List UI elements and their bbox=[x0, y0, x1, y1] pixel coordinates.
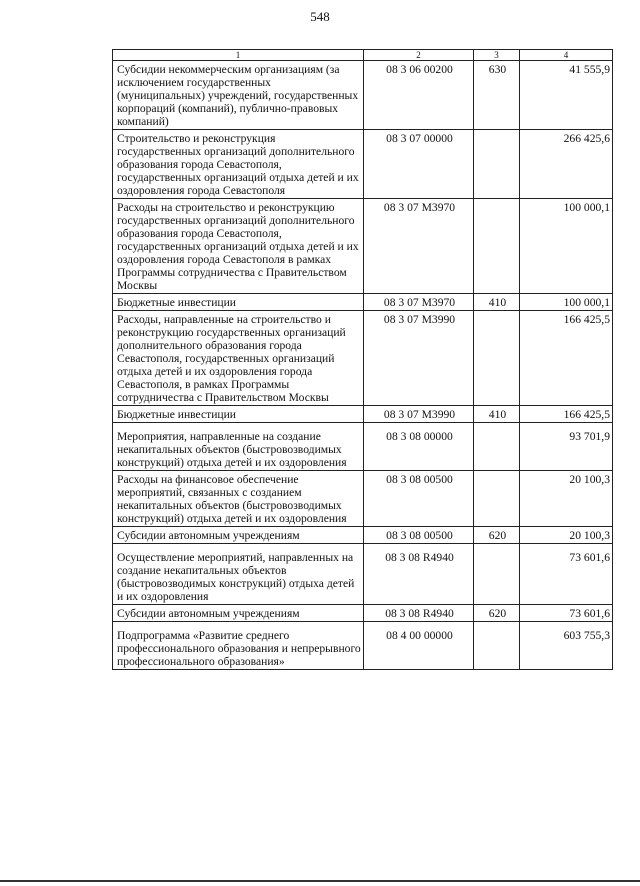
table-row bbox=[113, 622, 613, 670]
row-expense-type bbox=[474, 199, 520, 294]
row-amount: 20 100,3 bbox=[520, 527, 613, 544]
table-row bbox=[113, 406, 613, 423]
row-code: 08 3 07 М3970 bbox=[364, 294, 474, 311]
row-name: Осуществление мероприятий, направленных на создание некапитальных объектов (быстровозводимых конструкций) отдыха детей и их оздоровления bbox=[113, 544, 364, 605]
row-expense-type: 410 bbox=[474, 294, 520, 311]
row-name: Бюджетные инвестиции bbox=[113, 294, 364, 311]
row-amount: 603 755,3 bbox=[520, 622, 613, 670]
row-name: Подпрограмма «Развитие среднего профессионального образования и непрерывного профессионального образования» bbox=[113, 622, 364, 670]
row-expense-type: 410 bbox=[474, 406, 520, 423]
row-expense-type bbox=[474, 311, 520, 406]
table-row bbox=[113, 294, 613, 311]
row-code: 08 4 00 00000 bbox=[364, 622, 474, 670]
row-expense-type bbox=[474, 544, 520, 605]
row-code: 08 3 07 М3990 bbox=[364, 406, 474, 423]
row-expense-type: 620 bbox=[474, 527, 520, 544]
row-expense-type: 630 bbox=[474, 61, 520, 130]
table-row bbox=[113, 199, 613, 294]
column-header-1: 1 bbox=[113, 50, 364, 61]
table-row bbox=[113, 527, 613, 544]
row-code: 08 3 08 R4940 bbox=[364, 544, 474, 605]
budget-table bbox=[112, 49, 613, 670]
row-expense-type: 620 bbox=[474, 605, 520, 622]
row-expense-type bbox=[474, 622, 520, 670]
row-name: Субсидии автономным учреждениям bbox=[113, 605, 364, 622]
row-name: Мероприятия, направленные на создание некапитальных объектов (быстровозводимых конструкций) отдыха детей и их оздоровления bbox=[113, 423, 364, 471]
table-row bbox=[113, 544, 613, 605]
row-name: Расходы, направленные на строительство и реконструкцию государственных организаций дополнительного образования города Севастополя, государственных организаций отдыха детей и их оздоровления города Севастополя, в рамках Программы сотрудничества с Правительством Москвы bbox=[113, 311, 364, 406]
column-header-3: 3 bbox=[474, 50, 520, 61]
row-amount: 73 601,6 bbox=[520, 544, 613, 605]
row-expense-type bbox=[474, 130, 520, 199]
table-row bbox=[113, 605, 613, 622]
row-code: 08 3 08 00500 bbox=[364, 527, 474, 544]
row-name: Строительство и реконструкция государственных организаций дополнительного образования города Севастополя, государственных организаций отдыха детей и их оздоровления города Севастополя bbox=[113, 130, 364, 199]
row-name: Расходы на строительство и реконструкцию государственных организаций дополнительного образования города Севастополя, государственных организаций отдыха детей и их оздоровления города Севастополя в рамках Программы сотрудничества с Правительством Москвы bbox=[113, 199, 364, 294]
table-row bbox=[113, 423, 613, 471]
row-amount: 100 000,1 bbox=[520, 199, 613, 294]
row-amount: 266 425,6 bbox=[520, 130, 613, 199]
row-code: 08 3 08 R4940 bbox=[364, 605, 474, 622]
row-amount: 93 701,9 bbox=[520, 423, 613, 471]
row-amount: 20 100,3 bbox=[520, 471, 613, 527]
row-code: 08 3 07 М3990 bbox=[364, 311, 474, 406]
row-amount: 100 000,1 bbox=[520, 294, 613, 311]
row-expense-type bbox=[474, 423, 520, 471]
row-name: Субсидии некоммерческим организациям (за исключением государственных (муниципальных) учреждений, государственных корпораций (компаний), публично-правовых компаний) bbox=[113, 61, 364, 130]
table-row bbox=[113, 130, 613, 199]
row-amount: 166 425,5 bbox=[520, 406, 613, 423]
row-amount: 73 601,6 bbox=[520, 605, 613, 622]
column-header-4: 4 bbox=[520, 50, 613, 61]
header-row bbox=[113, 50, 613, 61]
row-code: 08 3 06 00200 bbox=[364, 61, 474, 130]
scan-bottom-edge bbox=[0, 880, 640, 882]
row-code: 08 3 08 00500 bbox=[364, 471, 474, 527]
row-code: 08 3 08 00000 bbox=[364, 423, 474, 471]
row-code: 08 3 07 00000 bbox=[364, 130, 474, 199]
row-name: Субсидии автономным учреждениям bbox=[113, 527, 364, 544]
table-row bbox=[113, 471, 613, 527]
row-amount: 41 555,9 bbox=[520, 61, 613, 130]
row-name: Бюджетные инвестиции bbox=[113, 406, 364, 423]
row-amount: 166 425,5 bbox=[520, 311, 613, 406]
row-expense-type bbox=[474, 471, 520, 527]
column-header-2: 2 bbox=[364, 50, 474, 61]
row-name: Расходы на финансовое обеспечение мероприятий, связанных с созданием некапитальных объектов (быстровозводимых конструкций) отдыха детей и их оздоровления bbox=[113, 471, 364, 527]
table-body bbox=[113, 61, 613, 670]
table-row bbox=[113, 61, 613, 130]
table-row bbox=[113, 311, 613, 406]
page-number: 548 bbox=[310, 9, 330, 24]
row-code: 08 3 07 М3970 bbox=[364, 199, 474, 294]
